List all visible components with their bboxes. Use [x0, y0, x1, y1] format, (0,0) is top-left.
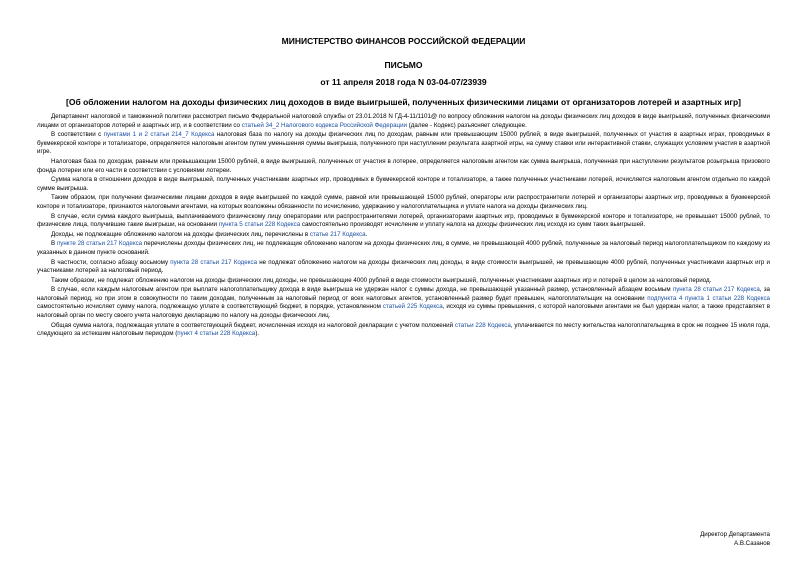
paragraph-text: Налоговая база по доходам, равным или превышающим 15000 рублей, в виде выигрышей, полученных от участия в лотерее, определяется налоговым агентом как сумма выигрыша, полученная при наступлении результатов розыгрыша призового фонда лотереи или его части в соответствии с условиями лотереи.: [37, 157, 770, 174]
paragraph-text: , за налоговый период, но при этом в совокупности по таким доходам, полученным за налоговый период от всех налоговых агентов, установленный размер будет превышен, налогоплательщик на основании: [37, 286, 770, 302]
document-date-number: от 11 апреля 2018 года N 03-04-07/23939: [320, 77, 487, 87]
law-reference-link[interactable]: статьей 225 Кодекса: [382, 303, 443, 311]
paragraph-text: самостоятельно исчисляет сумму налога, подлежащую уплате в соответствующий бюджет, в порядке, установленном: [37, 303, 383, 311]
paragraph-text: В случае, если каждым налоговым агентом при выплате налогоплательщику дохода в виде выигрыша не удержан налог с суммы дохода, не превышающей указанный размер, установленный абзацем восьмым: [51, 286, 673, 294]
law-reference-link[interactable]: пункт 4 статьи 228 Кодекса: [177, 330, 256, 338]
paragraph-text: , исходя из суммы превышения, с которой налоговыми агентами не был удержан налог, а также представляет в налоговый орган по месту своего учета налоговую декларацию по налогу на доходы физических лиц.: [37, 303, 770, 320]
paragraph: [37, 259, 770, 276]
law-reference-link[interactable]: подпункта 4 пункта 1 статьи 228 Кодекса: [647, 294, 770, 302]
paragraph: [37, 213, 770, 230]
paragraph: [37, 277, 770, 286]
paragraph: [37, 322, 770, 339]
paragraph: [37, 194, 770, 211]
paragraph: [37, 158, 770, 175]
paragraph-text: Таким образом, при получении физическими лицами доходов в виде выигрышей по каждой сумме, равной или превышающей 15000 рублей, операторы или распространители лотерей и организаторы азартных игр, проводимых в букмекерской конторе и тотализаторе, признаются налоговыми агентами, на которых возложены обязанности по исчислению, удержанию у налогоплательщика и уплате налога на доходы физических лиц.: [37, 194, 770, 210]
paragraph-text: В частности, согласно абзацу восьмому: [51, 258, 171, 266]
document-body: [37, 113, 770, 340]
paragraph-text: (далее - Кодекс) разъясняет следующее.: [407, 121, 527, 129]
paragraph: [37, 240, 770, 257]
paragraph: [37, 231, 770, 240]
law-reference-link[interactable]: пунктами 1 и 2 статьи 214_7 Кодекса: [103, 131, 215, 139]
paragraph-text: не подлежат обложению налогом на доходы физических лиц доходы, в виде стоимости выигрышей, не превышающие 4000 рублей, полученных участниками азартных игр и участниками лотерей за налоговый период.: [37, 258, 770, 275]
paragraph-text: Сумма налога в отношении доходов в виде выигрышей, полученных участниками азартных игр, проводимых в букмекерской конторе и тотализаторе, а также полученных участниками лотерей, исчисляется налоговым агентом отдельно по каждой сумме выигрыша.: [37, 176, 770, 192]
paragraph-text: ).: [255, 330, 260, 338]
law-reference-link[interactable]: статьей 34_2 Налогового кодекса Российской Федерации: [241, 121, 407, 129]
paragraph-text: Таким образом, не подлежат обложению налогом на доходы физических лиц доходы, не превышающие 4000 рублей в виде стоимости выигрышей, полученных участниками азартных игр и лотерей в целом за налоговый период.: [51, 276, 712, 284]
paragraph-text: Департамент налоговой и таможенной политики рассмотрел письмо Федеральной налоговой службы от 23.01.2018 N ГД-4-11/1101@ по вопросу обложения налогом на доходы физических лиц доходов в виде выигрышей, полученных физическими лицами от организаторов лотерей и азартных игр, и в соответствии со: [37, 113, 770, 129]
paragraph-text: самостоятельно производят исчисление и уплату налога на доходы физических лиц исходя из сумм таких выигрышей.: [300, 221, 646, 229]
paragraph-text: Доходы, не подлежащие обложению налогом на доходы физических лиц, перечислены в: [51, 230, 310, 238]
paragraph-text: .: [365, 230, 368, 238]
law-reference-link[interactable]: статьи 228 Кодекса: [454, 321, 511, 329]
paragraph-text: В случае, если сумма каждого выигрыша, выплачиваемого физическому лицу операторами или распространителями лотерей, организаторами азартных игр, проводимых в букмекерской конторе и тотализаторе, не превышает 15000 рублей, то физические лица, получившие такие выигрыши, на основании: [37, 212, 770, 229]
paragraph-text: налоговая база по налогу на доходы физических лиц по доходам, равным или превышающим 15000 рублей, в виде выигрышей, полученных от участия в азартных играх, проводимых в букмекерской конторе и тотализаторе, определяется налоговым агентом путем уменьшения суммы выигрыша, полученного при наступлении результата азартной игры, на сумму ставки или интерактивной ставки, служащих условием участия в азартной игре.: [37, 131, 770, 156]
paragraph-text: В соответствии с: [51, 131, 104, 139]
law-reference-link[interactable]: статье 217 Кодекса: [309, 230, 366, 238]
paragraph-text: В: [51, 240, 57, 248]
ministry-title: МИНИСТЕРСТВО ФИНАНСОВ РОССИЙСКОЙ ФЕДЕРАЦИИ: [281, 36, 526, 46]
signature-block: [700, 531, 770, 548]
paragraph: [37, 131, 770, 157]
paragraph-text: , уплачивается по месту жительства налогоплательщика в срок не позднее 15 июля года, следующего за истекшим налоговым периодом (: [37, 321, 770, 338]
law-reference-link[interactable]: пункте 28 статьи 217 Кодекса: [56, 240, 143, 248]
law-reference-link[interactable]: пункта 28 статьи 217 Кодекса: [672, 286, 760, 294]
law-reference-link[interactable]: пункта 28 статьи 217 Кодекса: [170, 258, 258, 266]
paragraph-text: Общая сумма налога, подлежащая уплате в соответствующий бюджет, исчисленная исходя из налоговой декларации с учетом положений: [51, 321, 455, 329]
document-subject: [Об обложении налогом на доходы физических лиц доходов в виде выигрышей, полученных физическими лицами от организаторов лотерей и азартных игр]: [66, 97, 741, 107]
paragraph: [37, 113, 770, 130]
signature-name: А.В.Сазанов: [733, 539, 770, 547]
signature-position: Директор Департамента: [700, 531, 770, 538]
law-reference-link[interactable]: пункта 5 статьи 228 Кодекса: [218, 221, 301, 229]
paragraph: [37, 286, 770, 320]
paragraph-text: перечислены доходы физических лиц, не подлежащие обложению налогом на доходы физических лиц, в сумме, не превышающей 4000 рублей, полученные за налоговый период налогоплательщиком по каждому из указанных в данном пункте оснований.: [37, 240, 770, 256]
document-type: ПИСЬМО: [384, 60, 423, 70]
paragraph: [37, 176, 770, 193]
